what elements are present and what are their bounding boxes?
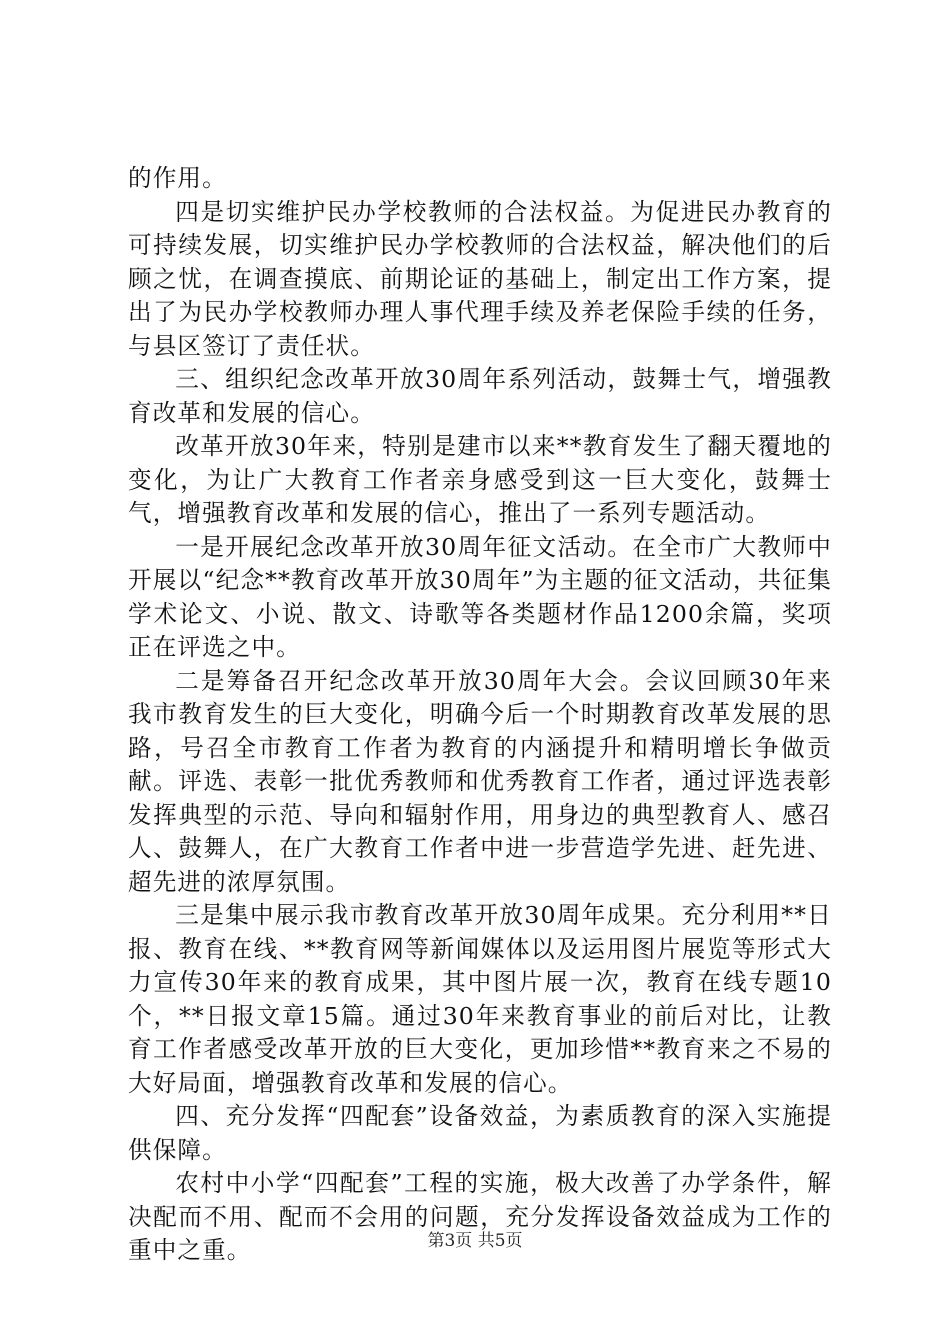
document-body xyxy=(128,162,832,1268)
paragraph: 农村中小学“四配套”工程的实施，极大改善了办学条件，解决配而不用、配而不会用的问题，充分发挥设备效益成为工作的重中之重。 xyxy=(128,1169,832,1264)
paragraph: 三是集中展示我市教育改革开放30周年成果。充分利用**日报、教育在线、**教育网等新闻媒体以及运用图片展览等形式大力宣传30年来的教育成果，其中图片展一次，教育在线专题10个，**日报文章15篇。通过30年来教育事业的前后对比，让教育工作者感受改革开放的巨大变化，更加珍惜**教育来之不易的大好局面，增强教育改革和发展的信心。 xyxy=(128,901,832,1097)
section-heading: 三、组织纪念改革开放30周年系列活动，鼓舞士气，增强教育改革和发展的信心。 xyxy=(128,365,832,427)
paragraph: 的作用。 xyxy=(128,164,227,192)
page-footer: 第3页 共5页 xyxy=(427,1231,523,1251)
paragraph: 二是筹备召开纪念改革开放30周年大会。会议回顾30年来我市教育发生的巨大变化，明确今后一个时期教育改革发展的思路，号召全市教育工作者为教育的内涵提升和精明增长争做贡献。评选、表彰一批优秀教师和优秀教育工作者，通过评选表彰发挥典型的示范、导向和辐射作用，用身边的典型教育人、感召人、鼓舞人，在广大教育工作者中进一步营造学先进、赶先进、超先进的浓厚氛围。 xyxy=(128,666,832,896)
paragraph: 一是开展纪念改革开放30周年征文活动。在全市广大教师中开展以“纪念**教育改革开放30周年”为主题的征文活动，共征集学术论文、小说、散文、诗歌等各类题材作品1200余篇，奖项正在评选之中。 xyxy=(128,532,832,661)
paragraph: 改革开放30年来，特别是建市以来**教育发生了翻天覆地的变化，为让广大教育工作者亲身感受到这一巨大变化，鼓舞士气，增强教育改革和发展的信心，推出了一系列专题活动。 xyxy=(128,432,832,527)
paragraph: 四是切实维护民办学校教师的合法权益。为促进民办教育的可持续发展，切实维护民办学校教师的合法权益，解决他们的后顾之忧，在调查摸底、前期论证的基础上，制定出工作方案，提出了为民办学校教师办理人事代理手续及养老保险手续的任务，与县区签订了责任状。 xyxy=(128,197,832,360)
section-heading: 四、充分发挥“四配套”设备效益，为素质教育的深入实施提供保障。 xyxy=(128,1102,832,1164)
